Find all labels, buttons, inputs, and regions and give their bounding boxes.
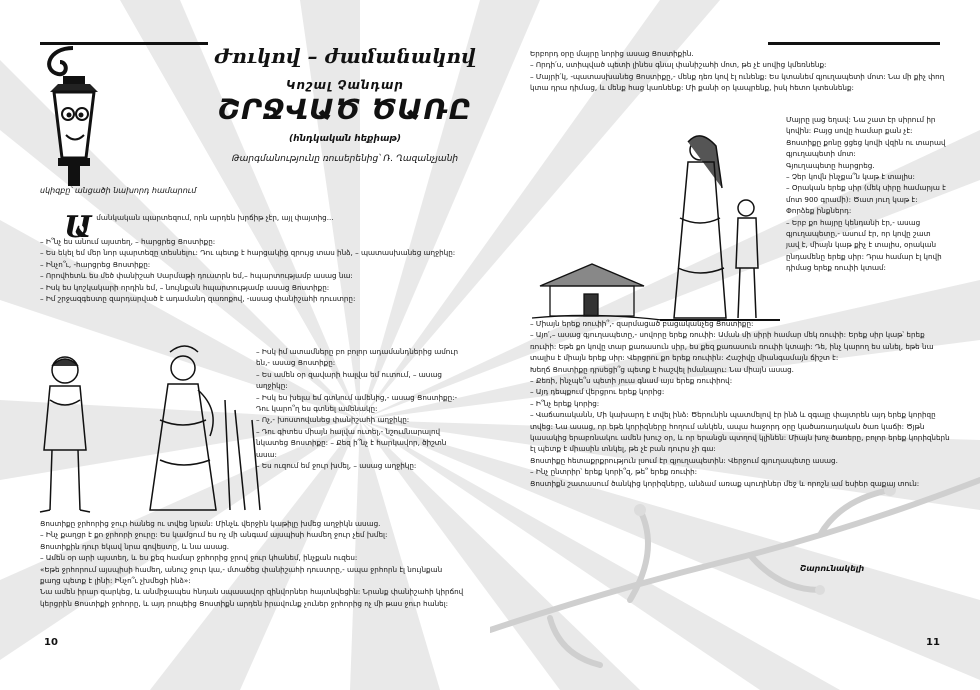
page-number: 10: [44, 637, 58, 648]
paragraph: – Քեռի, ինչպե՞ս պետի յուա գնամ այս երեք ռուփիով:: [530, 376, 733, 386]
continued-note: սկիզբը՝ անցածի նախորդ համարում: [40, 186, 197, 195]
paragraph: Գյուղապետը հարցրեց.: [786, 160, 875, 170]
boy-and-princess-illustration: [20, 340, 270, 520]
translator-credit: Թարգմանությունը ռուսերենից՝ Ռ. Ղազանչյանի: [231, 154, 459, 164]
paragraph: Մայրը լաց եղավ: Նա շատ էր սիրում իր կովին: Բայց սովը համար քան չէ:: [786, 115, 936, 136]
paragraph: – Ոչ,- խոստովանեց փանիշահի աղջիկը:: [256, 415, 410, 425]
story-subtitle: (հնդկական հեքիաթ): [288, 134, 402, 144]
paragraph: – Չեր կովն ինչքա՞ն կաթ է տալիս:: [786, 172, 915, 182]
paragraph: – Իսկ իմ ատամները բո բոլոր ադամանդներից ամուր են,- ասաց Ցոստիքը:: [256, 347, 459, 368]
mother-and-son-illustration: [660, 128, 780, 328]
paragraph: – Ամեն օր արի այստեղ, և ես քեզ համար ջրհորից ջրով ջուր կհանեմ, ինչքան ուզես:: [40, 553, 358, 563]
left-text-top-2: [40, 236, 464, 304]
paragraph: Ցոստիքը հետաքրքրություն լսում էր գյուղապետին: Վերջում գյուղապետը ասաց.: [530, 455, 838, 465]
drop-cap: Ա: [64, 210, 93, 245]
paragraph: – Այդ դեպքում վերցրու երեք կորից:: [530, 387, 665, 397]
paragraph: – Որդի՛ս, ստիպված պետի լինես գնալ փանիշահի մոտ, թե չէ սովից կմեռնենք:: [530, 60, 827, 70]
paragraph: – Ես եկել եմ մեր նոր պարտեզը տեսնելու: Դու պետք է հարցակից զրույց տաս ինձ, – պատասխանեց աղջիկը:: [40, 248, 456, 258]
paragraph: – Իմ շրջազգեստը զարդարված է ադամանդ զառոքով, -ասաց փանիշահի դուստրը:: [40, 294, 356, 304]
hut-illustration: [532, 256, 662, 326]
paragraph: – Ես ամեն օր զավարի հալվա եմ ուտում, – ասաց աղջիկը:: [256, 369, 442, 391]
right-text-wrap: [786, 114, 946, 274]
left-text-wrap: [256, 346, 464, 471]
paragraph: – Իսկ ես խելա եմ գտնում ամենից,- ասաց Ցոստիքը:- Դու կարո՞ղ ես գտնել ամենակը:: [256, 392, 458, 414]
paragraph: Նա ամեն իրար զարկեց, և անմիջապես հնդան սպասավոր զինվորներ հայտնվեցին: Նրանք փանիշահի կիրճով կերցրին Ցոստիքի ջրհորը, և այդ րոպեից Ցոստիքն արդեն իրավունք չուներ ջրհորից ոչ մի թաս ջուր հանել:: [40, 587, 464, 608]
paragraph: Փորձեք ինքներդ:: [786, 206, 852, 216]
paragraph: մանկական պարտեզում, որն արդեն խրճիթ չէր, այլ փայտից...: [96, 213, 334, 222]
paragraph: Երբորդ օրը մայրը նորից ասաց Ցոստիքին.: [530, 49, 694, 58]
paragraph: – Ի՞նչ ես անում այստեղ, – հարցրեց Ցոստիքը:: [40, 237, 216, 246]
right-text-top: [530, 48, 950, 94]
story-title: ՇՐՋՎԱԾ ԾԱՌԸ: [217, 93, 473, 126]
paragraph: – Այո՛,– ասաց գյուղապետը,- սովորը երեք ռուփի: Աման մի սիրի համար մեկ ռուփի: Երեք սիր կաթ՝ երեք ռուփի: Եթե քո կովը տար քառասուն սիր, ես քեզ քառասուն ռուփի կտայի: Դե, ինչ կարող ես անել, եթե նա տալիս է միայն երեք սիր: Վերցրու քո երեք ռուփին: Հաշիվը միանգամայն ճիշտ է:: [530, 330, 934, 363]
paragraph: – Վաճառականն, Մի կախարդ է տվել ինձ: Ծերունին պատմելով էր ինձ և զգալը փայտրեն այդ երեք կորիզը տվեց: Նա ասաց, որ եթե կորիզները հողում անկեն, ապա հաջորդ օրը կածառադական ծառ կաճի: Ծյթն կասակից երաբռնակու ամեն խուշ օր, և որ երանցն պտղով կլինեն: Միայն խոչ ծառերը, բոլոր երեք կորիզներն էլ պետք է միասին տնկել, թե չէ բան դուրս չի գա:: [530, 410, 950, 454]
right-text-bottom: [530, 318, 950, 489]
top-rule: [768, 42, 940, 45]
paragraph: – Իսկ ես կոշկակարի որդին եմ, – նույնքան հպարտությամբ ասաց Ցոստիքը:: [40, 282, 330, 292]
left-text-bottom: [40, 518, 464, 609]
section-title: Ժուկով – ժամանակով: [214, 44, 476, 68]
paragraph: – Ինչ ընտրիր՝ երեք կորի՞զ, թե՞ երեք ռուփի:: [530, 467, 698, 477]
to-be-continued: Շարունակելի: [800, 564, 865, 573]
paragraph: Ցոստիքը ջրհորից ջուր հանեց ու տվեց նրան: Մինչև վերջին կաթիլը խմեց աղջիկն ասաց.: [40, 519, 381, 528]
paragraph: – Դու գիտես միայն հալվա ուտել,- նշումնարալով նկատեց Ցոստիքը: – Քեզ ի՞նչ է հարկավոր, ծիշտն ասա:: [256, 426, 447, 459]
paragraph: Ցոստիքն շատասում ծանկից կորիզները, անձամ առաք պուղիներ մեջ և որոշն ամ եսիեր զաքայ տուն:: [530, 478, 920, 488]
paragraph: – Որովհետև ես մեծ փանիշահ Սարմաթի դուստրն եմ,– հպարտությամբ ասաց նա:: [40, 271, 353, 281]
paragraph: – Ինչո՞ւ, -հարցրեց Ցոստիքը:: [40, 259, 151, 269]
paragraph: – Ի՞նչ երեք կորից:: [530, 398, 600, 408]
paragraph: – Մայրի՛կ, -պատասխանեց Ցոստիքը,- մենք դեռ կով էլ ունենք: Ես կտանեմ գյուղապետի մոտ: Նա մի քիչ փող կտա դրա դիմաց, և մենք հաց կառնենք: Մի քանի օր կապրենք, իսկ հետո կտեսնենք:: [530, 71, 945, 93]
author-name: Կոշալ Չանդար: [285, 78, 404, 92]
page-number: 11: [926, 637, 940, 648]
paragraph: Ցոստիքին դուր եկավ նրա գովեստը, և նա ասաց.: [40, 541, 230, 551]
paragraph: – Օրական երեք սիր (մեկ սիրը համարյա է մոտ 900 գրամի): Ծատ յուղ կաթ է:: [786, 183, 946, 204]
paragraph: – Ինչ քաղցր է քո ջրհորի ջուրը: Ես կամցում ես ոչ մի անգամ այսպիսի համեղ ջուր չեմ խմել:: [40, 530, 388, 540]
paragraph: – Ես ուզում եմ ջուր խմել, – ասաց աղջիկը:: [256, 461, 417, 471]
right-page: [490, 0, 980, 690]
paragraph: – Երբ քո հայրը կենդանի էր,- ասաց գյուղապետը,- ասում էր, որ կովը շատ յավ է, միայն կաթ քիչ է տալիս, օրական ընդամենը երեք սիր: Դրա համար էլ կովի դիմաց երեք ռուփի կտամ:: [786, 217, 942, 273]
street-lamp-illustration: [28, 40, 118, 190]
paragraph: Խեղճ Ցոստիքը դրսեցի՞ց պետք է հաշվել իմանալու: Նա միայն ասաց.: [530, 364, 794, 374]
article-header: [210, 44, 480, 164]
paragraph: «Եթե ջրհորում այսպիսի համեղ, անուշ ջուր կա,- մտածեց փանիշահի դուստրը,- ապա ջրհորն էլ նույնքան քաղց պետք է լինի: Ինչո՞ւ չխմեցի ինձ»:: [40, 564, 443, 586]
paragraph: Ցոստիքը քոնը ցցեց կովի վզին ու տարավ գյուղապետի մոտ:: [786, 137, 946, 159]
paragraph: – Միայն երեք ռուփի՞,- զարմացած բացականչեց Ցոստիքը:: [530, 319, 754, 328]
